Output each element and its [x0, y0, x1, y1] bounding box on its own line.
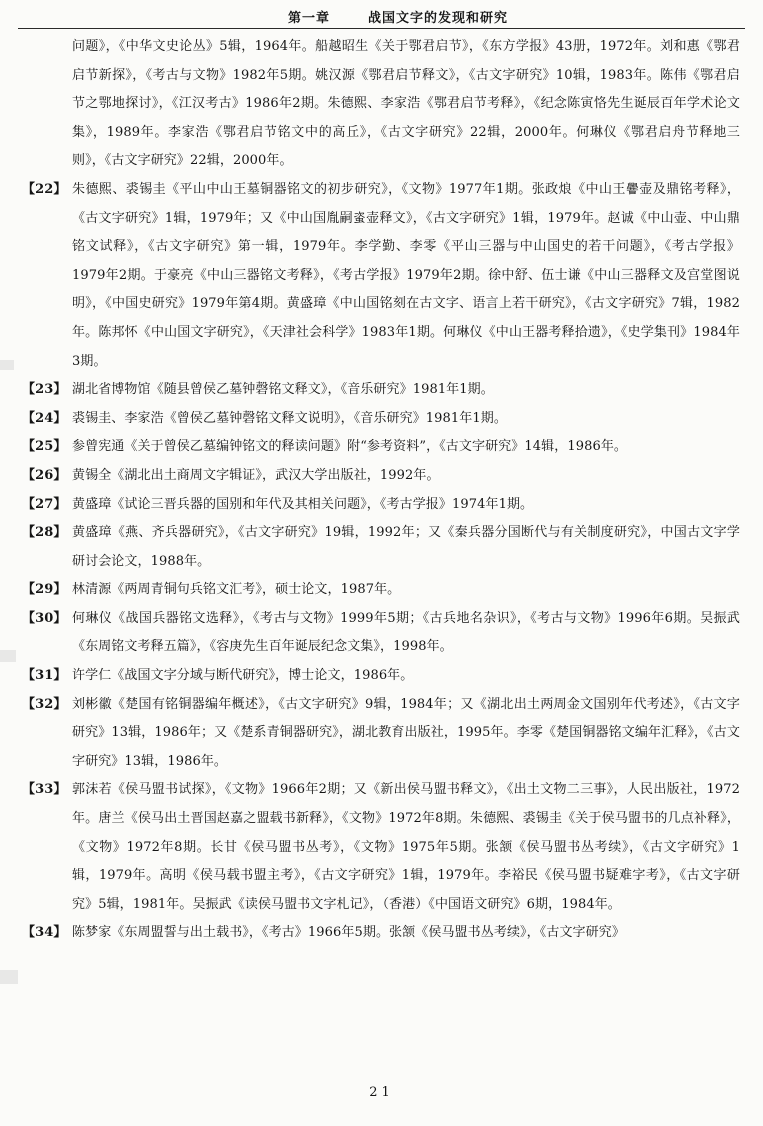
reference-number: 【25】 [22, 439, 67, 455]
scan-edge-mark [0, 650, 16, 662]
reference-number: 【24】 [22, 410, 67, 426]
reference-entry [22, 691, 740, 777]
reference-entry [22, 176, 740, 376]
reference-number: 【34】 [22, 925, 67, 941]
reference-text: 黄盛璋《燕、齐兵器研究》，《古文字研究》19辑，1992年；又《秦兵器分国断代与有关制度研究》，中国古文字学研讨会论文，1988年。 [72, 525, 740, 569]
reference-text: 湖北省博物馆《随县曾侯乙墓钟磬铭文释文》，《音乐研究》1981年1期。 [72, 382, 494, 398]
page-header [18, 4, 745, 29]
reference-text: 黄锡全《湖北出土商周文字辑证》，武汉大学出版社，1992年。 [72, 467, 440, 483]
reference-number: 【29】 [22, 582, 67, 598]
reference-number: 【22】 [22, 181, 67, 197]
reference-text: 何琳仪《战国兵器铭文选释》，《考古与文物》1999年5期；《古兵地名杂识》，《考古与文物》1996年6期。吴振武《东周铭文考释五篇》，《容庚先生百年诞辰纪念文集》，1998年。 [72, 610, 740, 655]
reference-number: 【27】 [22, 496, 67, 512]
reference-text: 许学仁《战国文字分域与断代研究》，博士论文，1986年。 [72, 668, 414, 684]
reference-entry-continued [22, 33, 740, 176]
reference-entry [22, 519, 740, 576]
reference-text: 参曾宪通《关于曾侯乙墓编钟铭文的释读问题》附“参考资料”，《古文字研究》14辑，1986年。 [72, 439, 628, 455]
reference-text: 朱德熙、裘锡圭《平山中山王墓铜器铭文的初步研究》，《文物》1977年1期。张政烺《中山王𰯼壶及鼎铭考释》，《古文字研究》1辑，1979年；又《中山国胤嗣𧊒壶释文》，《古文字研究》1辑，1979年。赵诚《中山壶、中山鼎铭文试释》，《古文字研究》第一辑，1979年。李学勤、李零《平山三器与中山国史的若干问题》，《考古学报》1979年2期。于豪亮《中山三器铭文考释》，《考古学报》1979年2期。徐中舒、伍士谦《中山三器释文及宫堂图说明》，《中国史研究》1979年第4期。黄盛璋《中山国铭刻在古文字、语言上若干研究》，《古文字研究》7辑，1982年。陈邦怀《中山国文字研究》，《天津社会科学》1983年1期。何琳仪《中山王器考释拾遗》，《史学集刊》1984年3期。 [72, 181, 740, 369]
reference-number: 【33】 [22, 782, 67, 798]
reference-entry [22, 919, 740, 948]
reference-number: 【26】 [22, 467, 67, 483]
reference-number: 【23】 [22, 382, 67, 398]
reference-entry [22, 462, 740, 491]
reference-list [22, 33, 740, 948]
reference-text: 刘彬徽《楚国有铭铜器编年概述》，《古文字研究》9辑，1984年；又《湖北出土两周金文国别年代考述》，《古文字研究》13辑，1986年；又《楚系青铜器研究》，湖北教育出版社，1995年。李零《楚国铜器铭文编年汇释》，《古文字研究》13辑，1986年。 [72, 696, 740, 769]
scan-edge-mark [0, 360, 14, 370]
reference-entry [22, 605, 740, 662]
reference-number: 【32】 [22, 696, 67, 712]
reference-entry [22, 376, 740, 405]
reference-text: 林清源《两周青铜句兵铭文汇考》，硕士论文，1987年。 [72, 582, 401, 598]
reference-entry [22, 433, 740, 462]
reference-entry [22, 662, 740, 691]
reference-text: 问题》，《中华文史论丛》5辑，1964年。船越昭生《关于鄂君启节》，《东方学报》43册，1972年。刘和惠《鄂君启节新探》，《考古与文物》1982年5期。姚汉源《鄂君启节释文》，《古文字研究》10辑，1983年。陈伟《鄂君启节之鄂地探讨》，《江汉考古》1986年2期。朱德熙、李家浩《鄂君启节考释》，《纪念陈寅恪先生诞辰百年学术论文集》，1989年。李家浩《鄂君启节铭文中的高丘》，《古文字研究》22辑，2000年。何琳仪《鄂君启舟节释地三则》，《古文字研究》22辑，2000年。 [72, 39, 740, 169]
reference-number: 【28】 [22, 525, 67, 541]
page-number: 21 [369, 1085, 394, 1100]
reference-entry [22, 405, 740, 434]
reference-entry [22, 491, 740, 520]
scan-edge-mark [0, 970, 18, 984]
reference-entry [22, 776, 740, 919]
reference-text: 陈梦家《东周盟誓与出土载书》，《考古》1966年5期。张颔《侯马盟书丛考续》，《古文字研究》 [72, 925, 625, 941]
reference-text: 郭沫若《侯马盟书试探》，《文物》1966年2期；又《新出侯马盟书释文》，《出土文物二三事》，人民出版社，1972年。唐兰《侯马出土晋国赵嘉之盟载书新释》，《文物》1972年8期。朱德熙、裘锡圭《关于侯马盟书的几点补释》，《文物》1972年8期。长甘《侯马盟书丛考》，《文物》1975年5期。张颔《侯马盟书丛考续》，《古文字研究》1辑，1979年。高明《侯马载书盟主考》，《古文字研究》1辑，1979年。李裕民《侯马盟书疑难字考》，《古文字研究》5辑，1981年。吴振武《读侯马盟书文字札记》，（香港）《中国语文研究》6期，1984年。 [72, 782, 740, 912]
chapter-title: 战国文字的发现和研究 [368, 11, 509, 26]
reference-number: 【30】 [22, 610, 67, 626]
chapter-label: 第一章 [288, 11, 331, 26]
reference-text: 裘锡圭、李家浩《曾侯乙墓钟磬铭文释文说明》，《音乐研究》1981年1期。 [72, 410, 507, 426]
reference-entry [22, 576, 740, 605]
reference-number: 【31】 [22, 668, 67, 684]
reference-text: 黄盛璋《试论三晋兵器的国别和年代及其相关问题》，《考古学报》1974年1期。 [72, 496, 534, 512]
